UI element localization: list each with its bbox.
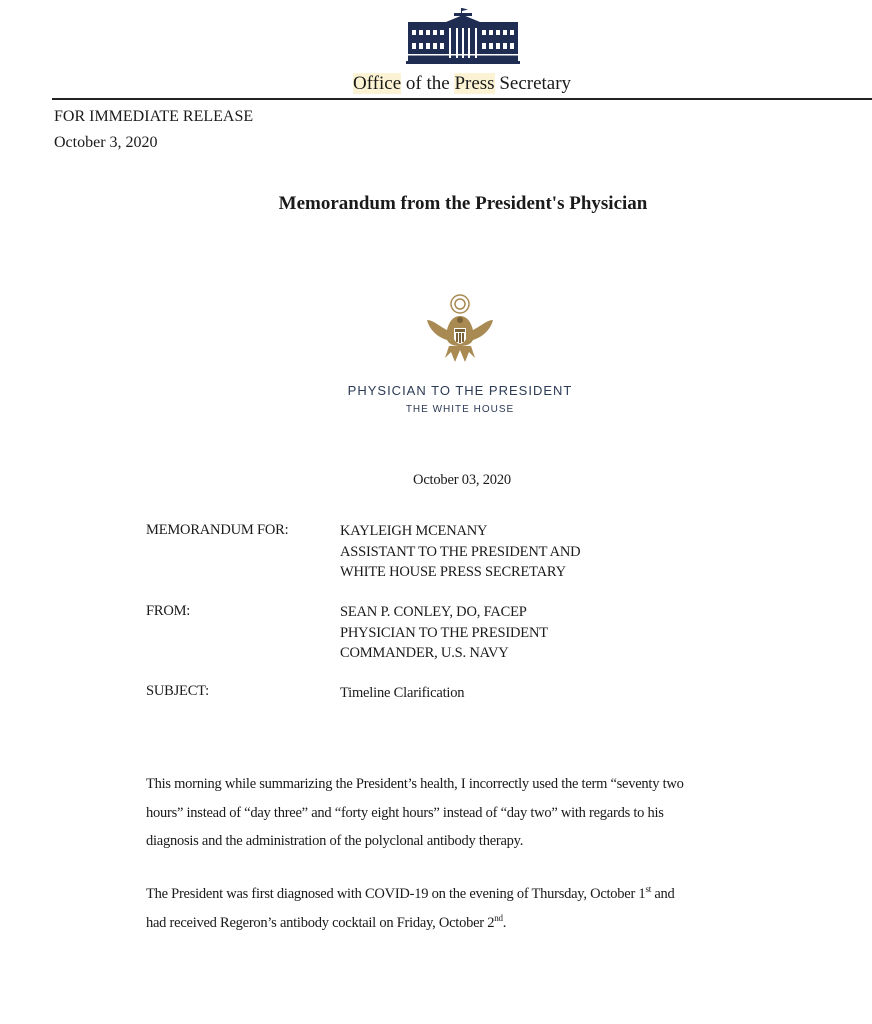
- secretary-word: Secretary: [499, 73, 572, 94]
- release-block: [54, 104, 253, 156]
- paragraph-line: [146, 909, 846, 938]
- p2-line1-text: The President was first diagnosed with COVID-19 on the evening of Thursday, October 1: [146, 886, 646, 902]
- body-paragraph-1: [146, 770, 846, 856]
- memo-subject-label: SUBJECT:: [146, 683, 209, 699]
- memo-for-line: WHITE HOUSE PRESS SECRETARY: [340, 564, 566, 580]
- p2-superscript-1: st: [645, 884, 651, 894]
- press-word: Press: [454, 73, 495, 94]
- page-title: Memorandum from the President's Physician: [278, 193, 648, 214]
- release-label: FOR IMMEDIATE RELEASE: [54, 108, 254, 125]
- paragraph-line: This morning while summarizing the President’s health, I incorrectly used the term “seventy two: [146, 776, 684, 792]
- letterhead: [0, 382, 872, 418]
- paragraph-line: diagnosis and the administration of the polyclonal antibody therapy.: [146, 833, 524, 849]
- p2-line2-end: .: [502, 914, 507, 931]
- memo-subject-value: Timeline Clarification: [340, 685, 465, 701]
- header-divider: [52, 98, 872, 100]
- letterhead-line2: THE WHITE HOUSE: [405, 404, 515, 415]
- p2-line1-end: and: [650, 886, 675, 902]
- memo-for-line: ASSISTANT TO THE PRESIDENT AND: [340, 543, 581, 560]
- paragraph-line: hours” instead of “day three” and “forty eight hours” instead of “day two” with regards to his: [146, 804, 664, 821]
- white-house-icon: [406, 8, 520, 64]
- memo-from-line: PHYSICIAN TO THE PRESIDENT: [340, 624, 548, 641]
- eagle-seal-icon: [425, 292, 495, 366]
- paragraph-line: [146, 880, 846, 909]
- p2-superscript-2: nd: [494, 912, 503, 923]
- body-paragraph-2: [146, 880, 846, 937]
- office-of-press-secretary: [0, 73, 872, 95]
- p2-line2-text: had received Regeron’s antibody cocktail on Friday, October 2: [146, 914, 495, 931]
- memo-date: October 03, 2020: [413, 472, 511, 488]
- memo-from-line: SEAN P. CONLEY, DO, FACEP: [340, 604, 527, 620]
- memo-for-line: KAYLEIGH MCENANY: [340, 523, 488, 539]
- letterhead-line1: PHYSICIAN TO THE PRESIDENT: [347, 383, 573, 398]
- memo-from-value: [340, 602, 548, 664]
- memo-from-line: COMMANDER, U.S. NAVY: [340, 645, 509, 661]
- memo-from-label: FROM:: [146, 603, 191, 619]
- of-the-word: of the: [405, 73, 450, 94]
- memo-for-label: MEMORANDUM FOR:: [146, 522, 289, 538]
- memo-for-value: [340, 521, 580, 583]
- release-date: October 3, 2020: [54, 134, 158, 151]
- office-word: Office: [352, 73, 402, 94]
